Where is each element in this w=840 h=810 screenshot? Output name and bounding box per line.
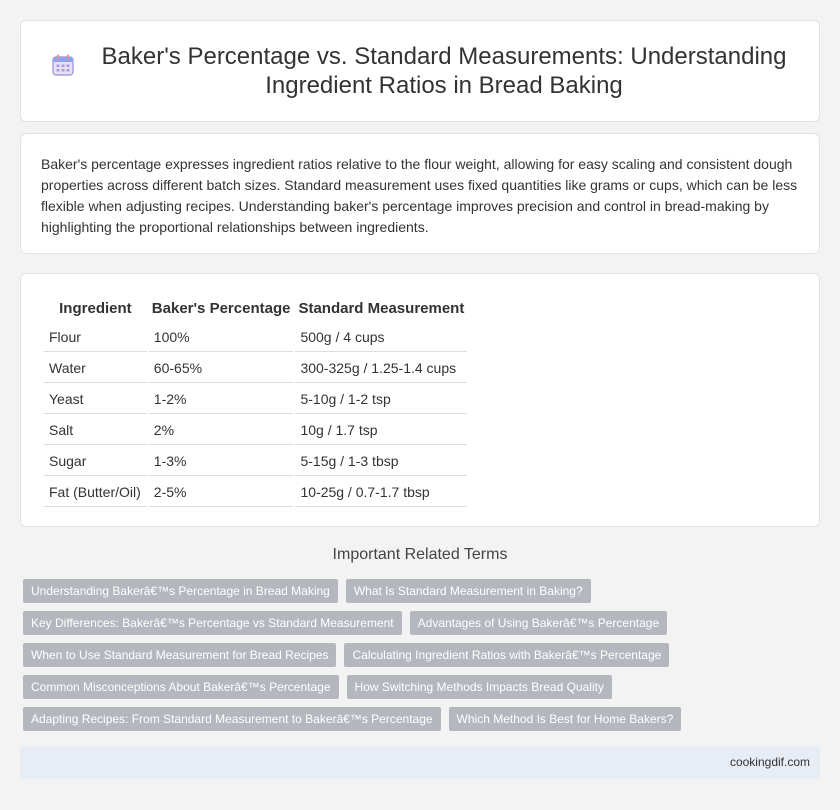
- measurement-cell: 5-15g / 1-3 tbsp: [295, 447, 467, 476]
- calendar-icon: [50, 52, 76, 78]
- table-row: [44, 416, 467, 445]
- related-term-link[interactable]: Common Misconceptions About Bakerâ€™s Percentage: [23, 675, 339, 699]
- table-row: [44, 354, 467, 383]
- tag-row: [23, 675, 823, 699]
- percentage-cell: 2%: [149, 416, 294, 445]
- intro-text: Baker's percentage expresses ingredient ratios relative to the flour weight, allowing for easy scaling and consistent dough properties across different batch sizes. Standard measurement uses fixed quantities like grams or cups, which can be less flexible when adjusting recipes. Understanding baker's percentage improves precision and control in bread-making by highlighting the proportional relationships between ingredients.: [41, 156, 798, 235]
- header-card: [20, 20, 820, 122]
- related-term-link[interactable]: When to Use Standard Measurement for Bread Recipes: [23, 643, 336, 667]
- table-row: [44, 478, 467, 507]
- column-header-standard-measurement: Standard Measurement: [298, 300, 465, 317]
- page-title: Baker's Percentage vs. Standard Measurements: Understanding Ingredient Ratios in Bread Baking: [101, 43, 787, 99]
- tag-row: [23, 579, 823, 603]
- related-term-link[interactable]: Key Differences: Bakerâ€™s Percentage vs Standard Measurement: [23, 611, 402, 635]
- related-term-link[interactable]: Adapting Recipes: From Standard Measurement to Bakerâ€™s Percentage: [23, 707, 441, 731]
- percentage-cell: 1-3%: [149, 447, 294, 476]
- title-wrap: [50, 42, 790, 100]
- percentage-cell: 2-5%: [149, 478, 294, 507]
- percentage-cell: 1-2%: [149, 385, 294, 414]
- comparison-table: [42, 294, 469, 509]
- ingredient-cell: Fat (Butter/Oil): [44, 478, 147, 507]
- measurement-cell: 5-10g / 1-2 tsp: [295, 385, 467, 414]
- percentage-cell: 100%: [149, 323, 294, 352]
- related-term-link[interactable]: How Switching Methods Impacts Bread Quality: [347, 675, 612, 699]
- ingredient-cell: Yeast: [44, 385, 147, 414]
- ingredient-cell: Flour: [44, 323, 147, 352]
- percentage-cell: 60-65%: [149, 354, 294, 383]
- ingredient-cell: Salt: [44, 416, 147, 445]
- intro-card: [20, 133, 820, 254]
- table-row: [44, 385, 467, 414]
- measurement-cell: 10g / 1.7 tsp: [295, 416, 467, 445]
- ingredient-cell: Sugar: [44, 447, 147, 476]
- measurement-cell: 500g / 4 cups: [295, 323, 467, 352]
- tag-row: [23, 643, 823, 667]
- table-row: [44, 447, 467, 476]
- related-term-link[interactable]: What Is Standard Measurement in Baking?: [346, 579, 591, 603]
- footer: [20, 746, 820, 779]
- related-terms-title: Important Related Terms: [332, 546, 508, 563]
- related-terms-list: [23, 579, 823, 739]
- related-term-link[interactable]: Advantages of Using Bakerâ€™s Percentage: [410, 611, 667, 635]
- ingredient-cell: Water: [44, 354, 147, 383]
- tag-row: [23, 611, 823, 635]
- measurement-cell: 10-25g / 0.7-1.7 tbsp: [295, 478, 467, 507]
- table-header-row: [44, 296, 467, 321]
- table-card: [20, 273, 820, 527]
- related-term-link[interactable]: Understanding Bakerâ€™s Percentage in Bread Making: [23, 579, 338, 603]
- measurement-cell: 300-325g / 1.25-1.4 cups: [295, 354, 467, 383]
- table-row: [44, 323, 467, 352]
- related-term-link[interactable]: Calculating Ingredient Ratios with Bakerâ€™s Percentage: [344, 643, 669, 667]
- column-header-bakers-percentage: Baker's Percentage: [151, 300, 291, 317]
- tag-row: [23, 707, 823, 731]
- related-term-link[interactable]: Which Method Is Best for Home Bakers?: [449, 707, 682, 731]
- column-header-ingredient: Ingredient: [59, 300, 132, 317]
- site-name[interactable]: cookingdif.com: [729, 755, 810, 769]
